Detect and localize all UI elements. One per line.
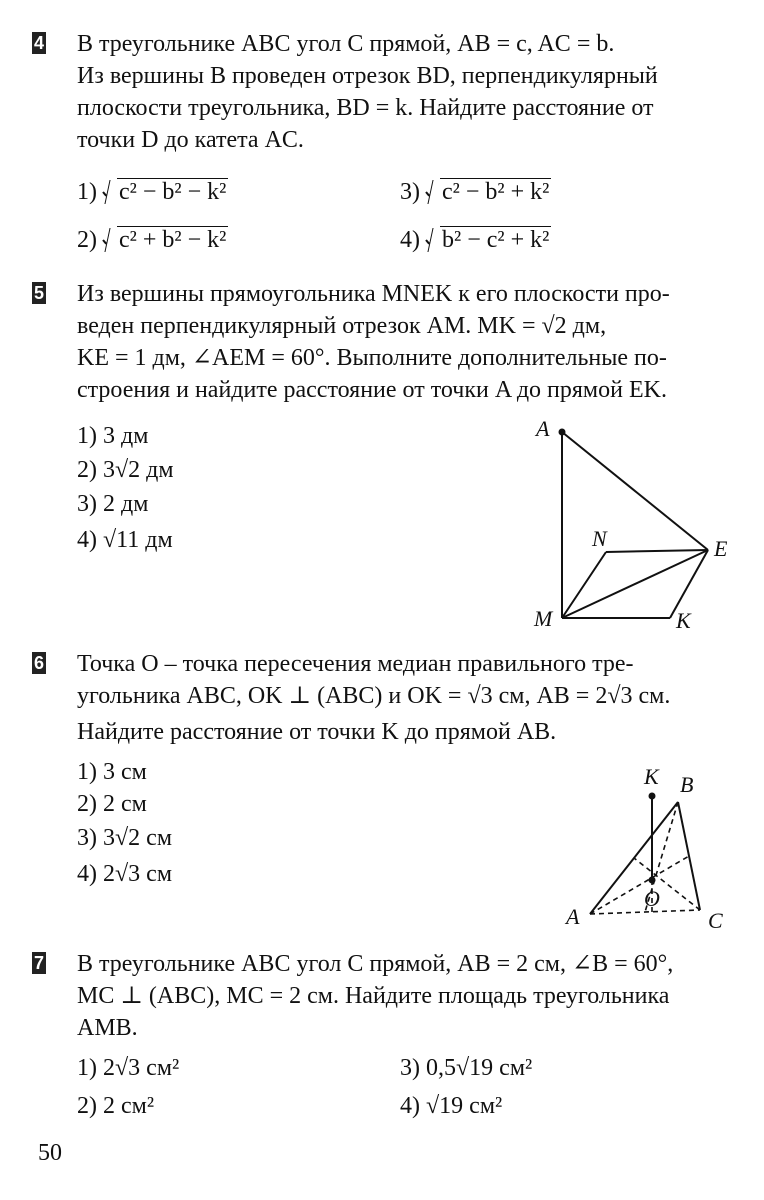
label-o: O (644, 886, 660, 911)
text-line: строения и найдите расстояние от точки A до прямой EK. (77, 377, 667, 403)
text-line: веден перпендикулярный отрезок AM. MK = √2 дм, (77, 313, 607, 339)
segment-ne (606, 550, 708, 552)
answer-option[interactable]: 4) √19 см² (400, 1093, 503, 1119)
label-m: M (534, 606, 553, 631)
text-line: Найдите расстояние от точки K до прямой AB. (77, 719, 557, 745)
label-c: C (708, 908, 723, 933)
answer-option[interactable]: 1) 2√3 см² (77, 1055, 180, 1081)
answer-option[interactable]: 3) 0,5√19 см² (400, 1055, 533, 1081)
answer-option[interactable]: 2) c² + b² − k² (77, 224, 228, 256)
label-b: B (680, 772, 694, 797)
answer-option[interactable]: 4) 2√3 см (77, 861, 173, 887)
text-line: точки D до катета AC. (77, 127, 304, 153)
text-line: Из вершины прямоугольника MNEK к его плоскости про- (77, 281, 670, 307)
text-line: KE = 1 дм, ∠AEM = 60°. Выполните дополнительные по- (77, 345, 667, 371)
label-k: K (676, 608, 691, 633)
answer-option[interactable]: 4) b² − c² + k² (400, 224, 551, 256)
answer-option[interactable]: 1) c² − b² − k² (77, 176, 228, 208)
figure-pyramid-kabc (540, 762, 740, 942)
point-a (559, 429, 566, 436)
answer-option[interactable]: 2) 3√2 дм (77, 457, 174, 483)
text-line: MC ⊥ (ABC), MC = 2 см. Найдите площадь треугольника (77, 983, 670, 1009)
answer-option[interactable]: 4) √11 дм (77, 527, 173, 553)
text-line: В треугольнике ABC угол C прямой, AB = 2 см, ∠B = 60°, (77, 951, 674, 977)
sqrt-sign: c² − b² + k² (426, 176, 551, 208)
label-a: A (566, 904, 580, 929)
segment-ae (562, 432, 708, 550)
sqrt-sign: c² − b² − k² (103, 176, 228, 208)
text-line: плоскости треугольника, BD = k. Найдите расстояние от (77, 95, 654, 121)
segment-ab (590, 802, 678, 914)
point-k (649, 793, 656, 800)
text-line: Точка O – точка пересечения медиан правильного тре- (77, 651, 634, 677)
answer-option[interactable]: 3) 2 дм (77, 491, 149, 517)
answer-option[interactable]: 3) c² − b² + k² (400, 176, 551, 208)
sqrt-sign: c² + b² − k² (103, 224, 228, 256)
answer-option[interactable]: 1) 3 см (77, 759, 147, 785)
answer-option[interactable]: 2) 2 см (77, 791, 147, 817)
label-a: A (536, 416, 550, 441)
median-a (590, 856, 689, 914)
label-n: N (592, 526, 607, 551)
problem-text (77, 278, 732, 406)
text-line: Из вершины B проведен отрезок BD, перпендикулярный (77, 63, 658, 89)
problem-text (77, 948, 732, 1044)
problem-number: 4 (33, 33, 44, 53)
label-e: E (714, 536, 728, 561)
segment-bc (678, 802, 700, 910)
problem-text (77, 28, 732, 156)
sqrt-sign: b² − c² + k² (426, 224, 551, 256)
answer-option[interactable]: 3) 3√2 см (77, 825, 173, 851)
text-line: В треугольнике ABC угол C прямой, AB = c, AC = b. (77, 31, 615, 57)
answer-option[interactable]: 1) 3 дм (77, 423, 149, 449)
point-o (649, 877, 656, 884)
problem-number: 7 (33, 953, 44, 973)
text-line: AMB. (77, 1015, 138, 1041)
text-line: угольника ABC, OK ⊥ (ABC) и OK = √3 см, AB = 2√3 см. (77, 683, 671, 709)
problem-text (77, 648, 732, 748)
figure-rectangle-mnek (520, 410, 740, 635)
label-k: K (644, 764, 659, 789)
problem-number: 5 (33, 283, 44, 303)
problem-number: 6 (33, 653, 44, 673)
page-number: 50 (38, 1140, 62, 1166)
answer-option[interactable]: 2) 2 см² (77, 1093, 155, 1119)
